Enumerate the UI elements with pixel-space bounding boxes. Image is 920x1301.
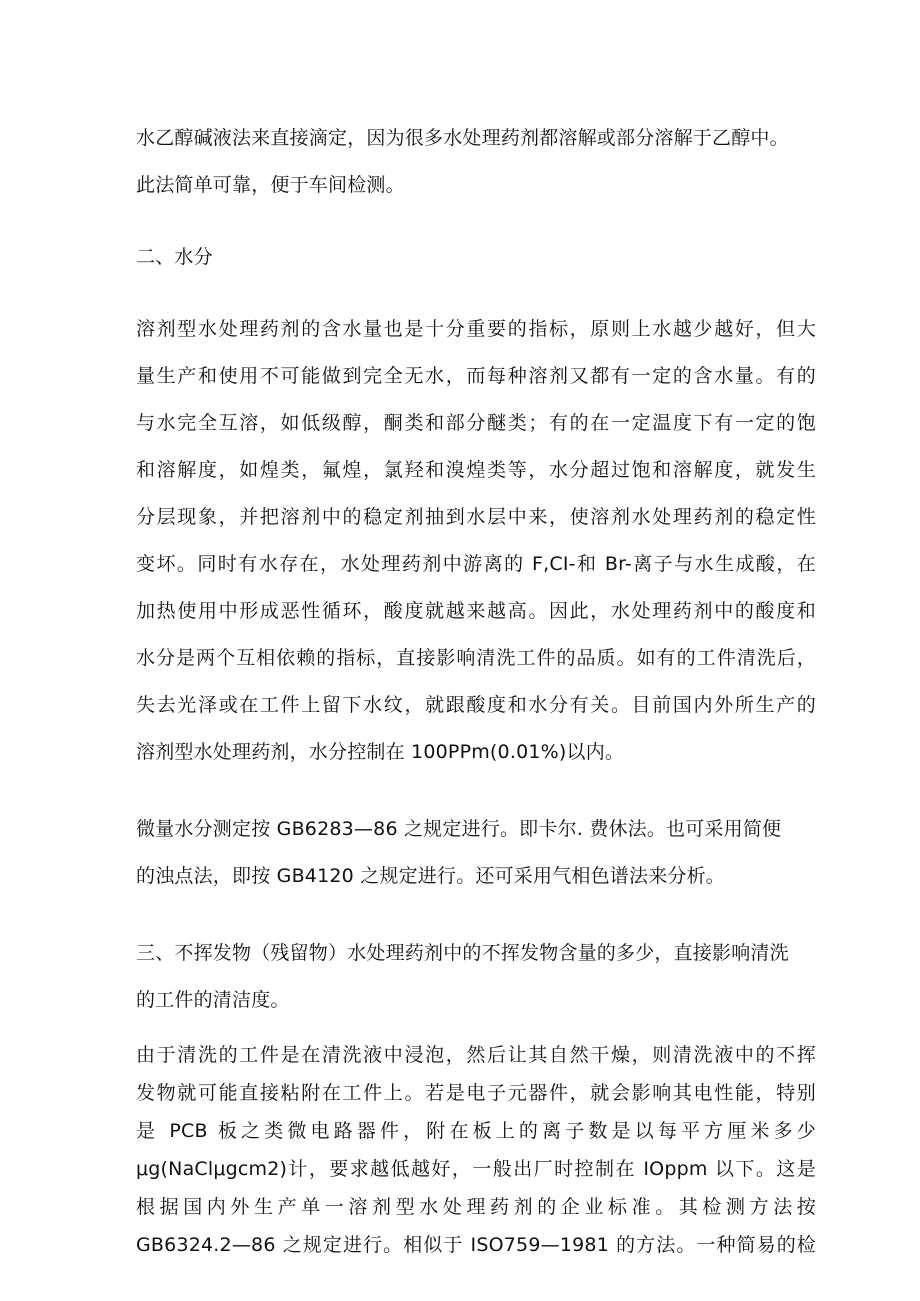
paragraph-water-content	[136, 306, 816, 776]
paragraph-intro	[136, 115, 816, 209]
text-line: 与水完全互溶，如低级醇，酮类和部分醚类；有的在一定温度下有一定的饱	[136, 412, 816, 434]
paragraph-nonvolatile	[136, 930, 816, 1024]
text-line: GB6324.2—86 之规定进行。相似于 ISO759—1981 的方法。一种简易的检	[136, 1234, 816, 1256]
text-line: 溶剂型水处理药剂的含水量也是十分重要的指标，原则上水越少越好，但大	[136, 318, 816, 340]
text-line: 变坏。同时有水存在，水处理药剂中游离的 F,CI-和 Br-离子与水生成酸，在	[136, 553, 816, 575]
text-line: 分层现象，并把溶剂中的稳定剂抽到水层中来，使溶剂水处理药剂的稳定性	[136, 506, 816, 528]
text-line: 三、不挥发物（残留物）水处理药剂中的不挥发物含量的多少，直接影响清洗	[136, 942, 789, 964]
text-line: 微量水分测定按 GB6283—86 之规定进行。即卡尔. 费休法。也可采用简便	[136, 818, 782, 840]
text-line: 的浊点法，即按 GB4120 之规定进行。还可采用气相色谱法来分析。	[136, 865, 725, 887]
heading-text: 二、水分	[136, 246, 213, 268]
paragraph-cleaning	[136, 1036, 816, 1264]
text-line: 溶剂型水处理药剂，水分控制在 100PPm(0.01%)以内。	[136, 741, 625, 763]
text-line: 由于清洗的工件是在清洗液中浸泡，然后让其自然干燥，则清洗液中的不挥	[136, 1044, 816, 1066]
paragraph-micro-water	[136, 806, 816, 900]
text-line: 的工件的清洁度。	[136, 989, 290, 1011]
text-line: 水乙醇碱液法来直接滴定，因为很多水处理药剂都溶解或部分溶解于乙醇中。	[136, 127, 789, 149]
section-heading-water	[136, 234, 816, 281]
text-line: 失去光泽或在工件上留下水纹，就跟酸度和水分有关。目前国内外所生产的	[136, 694, 816, 716]
text-line: 是 PCB 板之类微电路器件，附在板上的离子数是以每平方厘米多少	[136, 1120, 816, 1142]
text-line: 此法简单可靠，便于车间检测。	[136, 174, 405, 196]
text-line: 量生产和使用不可能做到完全无水，而每种溶剂又都有一定的含水量。有的	[136, 365, 816, 387]
text-line: 根据国内外生产单一溶剂型水处理药剂的企业标准。其检测方法按	[136, 1196, 816, 1218]
text-line: 加热使用中形成恶性循环，酸度就越来越高。因此，水处理药剂中的酸度和	[136, 600, 816, 622]
text-line: 发物就可能直接粘附在工件上。若是电子元器件，就会影响其电性能，特别	[136, 1082, 816, 1104]
text-line: μg(NaClμgcm2)计，要求越低越好，一般出厂时控制在 IOppm 以下。这是	[136, 1158, 816, 1180]
text-line: 和溶解度，如煌类，氟煌，氯羟和溴煌类等，水分超过饱和溶解度，就发生	[136, 459, 816, 481]
text-line: 水分是两个互相依赖的指标，直接影响清洗工件的品质。如有的工件清洗后，	[136, 647, 816, 669]
